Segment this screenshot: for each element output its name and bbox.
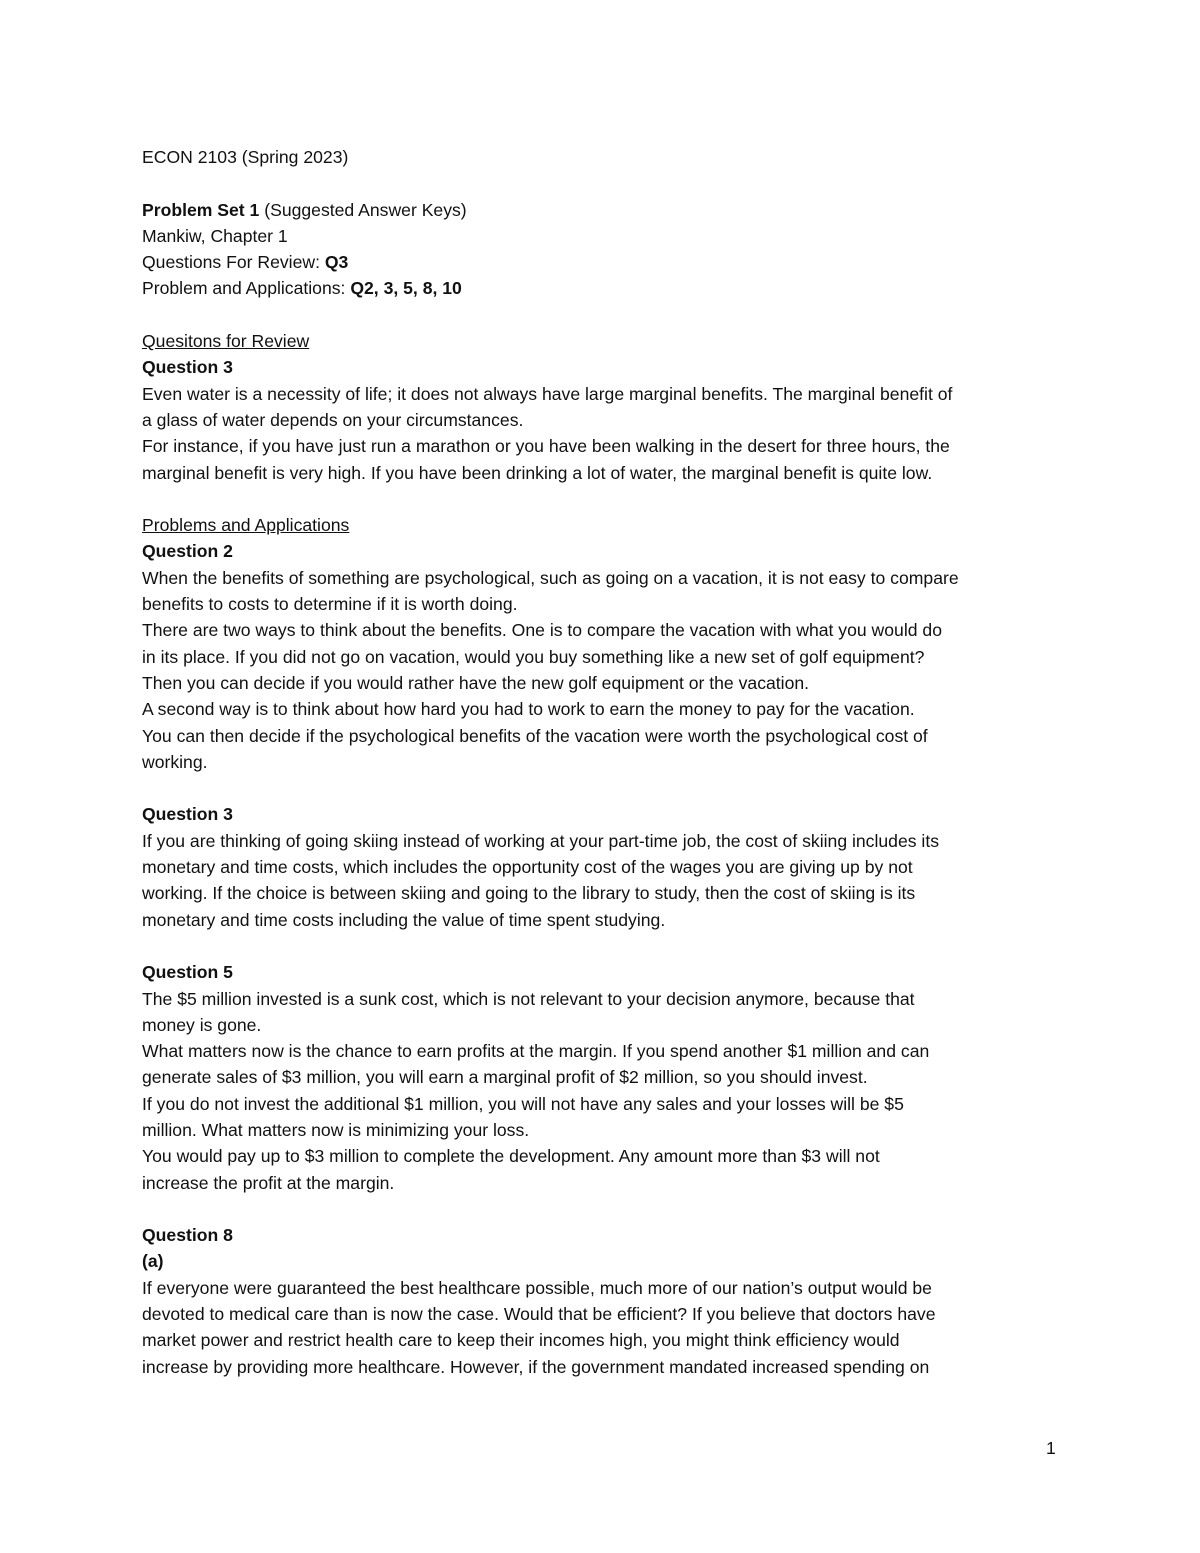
review-section-heading: Quesitons for Review: [142, 331, 310, 352]
source-reference: Mankiw, Chapter 1: [142, 225, 288, 246]
apps-q2-line: You can then decide if the psychological benefits of the vacation were worth the psychological cost of: [142, 725, 928, 746]
spacer: [142, 1196, 1062, 1222]
apps-q5-line: million. What matters now is minimizing your loss.: [142, 1119, 530, 1140]
apps-q2-line: A second way is to think about how hard you had to work to earn the money to pay for the vacation.: [142, 699, 915, 720]
spacer: [142, 775, 1062, 801]
review-questions-list: [142, 249, 1062, 275]
applications-section-heading: Problems and Applications: [142, 515, 350, 536]
apps-q2-line: When the benefits of something are psychological, such as going on a vacation, it is not easy to compare: [142, 567, 959, 588]
problem-set-title: [142, 197, 1062, 223]
apps-q3-line: working. If the choice is between skiing and going to the library to study, then the cost of skiing is its: [142, 883, 916, 904]
apps-q3-line: monetary and time costs including the value of time spent studying.: [142, 909, 666, 930]
apps-q2-line: working.: [142, 751, 208, 772]
apps-q5-line: generate sales of $3 million, you will earn a marginal profit of $2 million, so you should invest.: [142, 1067, 868, 1088]
spacer: [142, 302, 1062, 328]
review-q3-title: Question 3: [142, 357, 233, 378]
apps-q8-title: Question 8: [142, 1225, 233, 1246]
review-q3-line: marginal benefit is very high. If you have been drinking a lot of water, the marginal benefit is quite low.: [142, 462, 933, 483]
apps-q5-line: If you do not invest the additional $1 million, you will not have any sales and your losses will be $5: [142, 1093, 904, 1114]
spacer: [142, 933, 1062, 959]
review-q3-line: For instance, if you have just run a marathon or you have been walking in the desert for three hours, the: [142, 436, 950, 457]
apps-q2-line: in its place. If you did not go on vacation, would you buy something like a new set of golf equipment?: [142, 646, 925, 667]
applications-prefix: Problem and Applications:: [142, 278, 351, 299]
page-number: 1: [1046, 1438, 1056, 1458]
review-questions-prefix: Questions For Review:: [142, 252, 325, 273]
spacer: [142, 486, 1062, 512]
applications-list: [142, 275, 1062, 301]
apps-q2-line: Then you can decide if you would rather have the new golf equipment or the vacation.: [142, 672, 810, 693]
review-q3-line: Even water is a necessity of life; it does not always have large marginal benefits. The marginal benefit of: [142, 383, 953, 404]
apps-q8-part-label: (a): [142, 1251, 164, 1272]
apps-q3-line: monetary and time costs, which includes the opportunity cost of the wages you are giving up by not: [142, 857, 913, 878]
apps-q2-line: There are two ways to think about the benefits. One is to compare the vacation with what you would do: [142, 620, 942, 641]
apps-q5-title: Question 5: [142, 962, 233, 983]
review-q3-line: a glass of water depends on your circumstances.: [142, 409, 524, 430]
apps-q8-line: If everyone were guaranteed the best healthcare possible, much more of our nation’s output would be: [142, 1277, 932, 1298]
applications-items: Q2, 3, 5, 8, 10: [350, 278, 462, 299]
apps-q3-title: Question 3: [142, 804, 233, 825]
apps-q2-line: benefits to costs to determine if it is worth doing.: [142, 594, 518, 615]
apps-q8-line: increase by providing more healthcare. However, if the government mandated increased spending on: [142, 1356, 930, 1377]
problem-set-subtitle: (Suggested Answer Keys): [259, 199, 467, 220]
apps-q2-title: Question 2: [142, 541, 233, 562]
page-content: [142, 144, 1062, 1380]
spacer: [142, 170, 1062, 196]
apps-q8-line: devoted to medical care than is now the case. Would that be efficient? If you believe that doctors have: [142, 1304, 936, 1325]
apps-q5-line: money is gone.: [142, 1014, 262, 1035]
review-questions-items: Q3: [324, 252, 349, 273]
apps-q8-line: market power and restrict health care to keep their incomes high, you might think efficiency would: [142, 1330, 900, 1351]
apps-q5-line: The $5 million invested is a sunk cost, which is not relevant to your decision anymore, because that: [142, 988, 915, 1009]
problem-set-label: Problem Set 1: [142, 199, 260, 220]
apps-q5-line: You would pay up to $3 million to complete the development. Any amount more than $3 will not: [142, 1146, 880, 1167]
apps-q5-line: increase the profit at the margin.: [142, 1172, 395, 1193]
course-title: ECON 2103 (Spring 2023): [142, 147, 349, 167]
apps-q3-line: If you are thinking of going skiing instead of working at your part-time job, the cost of skiing includes its: [142, 830, 940, 851]
apps-q5-line: What matters now is the chance to earn profits at the margin. If you spend another $1 million and can: [142, 1041, 930, 1062]
